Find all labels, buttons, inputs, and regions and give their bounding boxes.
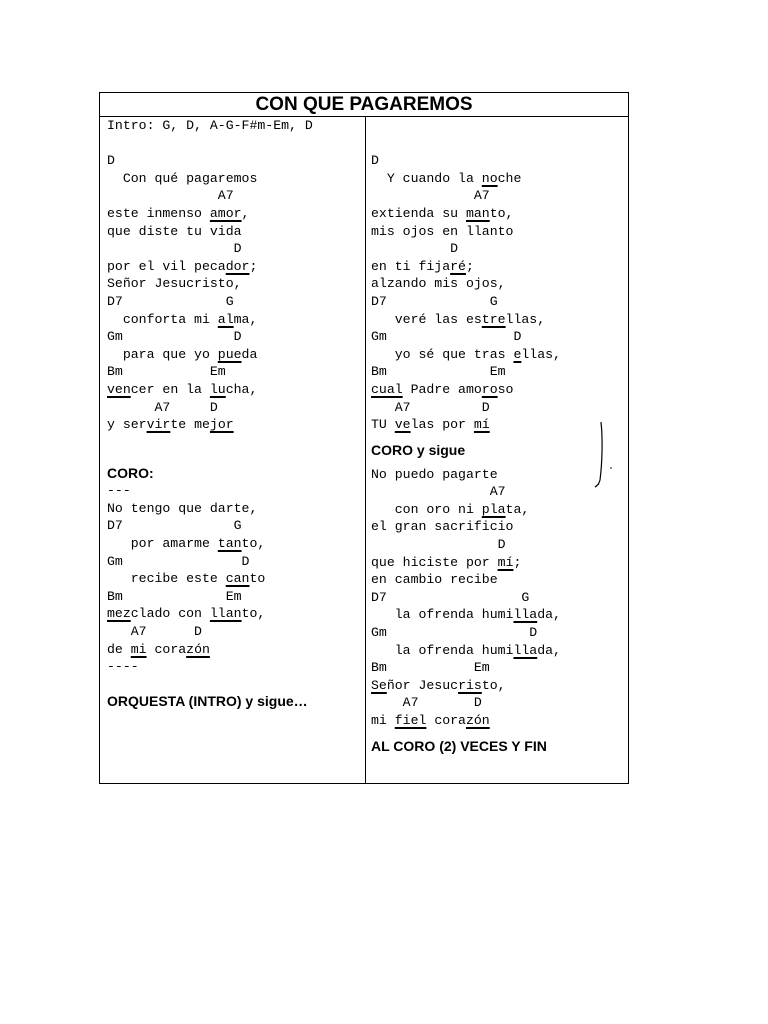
lyric-line — [371, 170, 626, 188]
section-heading: CORO: — [107, 465, 154, 482]
lyric-segment: A7 — [371, 188, 490, 204]
section-heading: AL CORO (2) VECES Y FIN — [371, 737, 547, 754]
lyric-line — [107, 152, 362, 170]
lyric-line — [107, 223, 362, 241]
lyric-segment: la ofrenda humi — [371, 607, 514, 623]
lyric-line — [107, 500, 362, 518]
lyric-segment: mi — [371, 713, 395, 728]
lyric-segment: A7 — [371, 484, 506, 500]
lyric-segment: to — [249, 571, 266, 587]
lyric-segment: para que yo — [107, 346, 218, 362]
blank-line — [107, 434, 362, 452]
lyric-segment: Bm Em — [107, 364, 226, 380]
lyric-line — [371, 275, 626, 293]
lyric-segment: y ser — [107, 417, 147, 433]
lyric-line — [371, 311, 626, 329]
lyric-segment: ; — [513, 554, 522, 570]
lyric-segment: da, — [537, 642, 561, 658]
lyric-segment: ta, — [505, 501, 530, 517]
song-title: CON QUE PAGAREMOS — [100, 93, 628, 117]
lyric-segment: cora — [146, 641, 187, 657]
lyric-line — [371, 554, 626, 572]
lyric-segment: so — [497, 381, 514, 397]
lyric-segment: D7 G — [107, 518, 242, 534]
lyric-line — [371, 518, 626, 536]
lyric-segment: da — [241, 346, 258, 362]
lyric-segment: ma, — [233, 311, 258, 327]
lyric-segment: da, — [537, 607, 561, 623]
lyric-line — [371, 466, 626, 484]
stressed-syllable: ro — [481, 381, 498, 397]
lyric-line — [371, 381, 626, 399]
lyric-segment: ñor Jesuc — [386, 677, 459, 693]
lyric-segment: to, — [241, 536, 266, 552]
lyric-segment: che — [497, 170, 522, 186]
stressed-syllable: pue — [217, 346, 242, 362]
stressed-syllable: cual — [371, 381, 403, 397]
spacer — [371, 434, 626, 442]
lyric-line — [371, 642, 626, 660]
lyric-segment: ---- — [107, 659, 139, 675]
lyric-line — [107, 187, 362, 205]
stressed-syllable: jor — [209, 417, 234, 433]
blank-line — [107, 135, 362, 153]
lyric-segment: D7 G — [371, 293, 498, 309]
stressed-syllable: man — [465, 205, 490, 221]
stressed-syllable: lla — [513, 607, 538, 623]
stressed-syllable: no — [481, 170, 498, 186]
lyric-line — [371, 659, 626, 677]
lyric-line — [107, 416, 362, 434]
stressed-syllable: fiel — [394, 713, 427, 728]
lyric-line — [371, 152, 626, 170]
lyric-line — [107, 170, 362, 188]
stressed-syllable: vir — [146, 417, 171, 433]
lyric-segment: llas, — [505, 311, 546, 327]
lyric-segment: D — [371, 537, 506, 553]
lyric-segment: Padre amo — [402, 381, 482, 397]
section-heading: ORQUESTA (INTRO) y sigue… — [107, 693, 308, 710]
lyric-segment: Gm D — [371, 625, 538, 641]
lyric-segment: D7 G — [371, 589, 530, 605]
stressed-syllable: ven — [107, 381, 131, 397]
lyric-segment: No tengo que darte, — [107, 500, 258, 516]
stressed-syllable: tan — [217, 536, 242, 552]
lyric-line — [107, 293, 362, 311]
lyric-segment: con oro ni — [371, 501, 482, 517]
stressed-syllable: zón — [465, 713, 490, 728]
stressed-syllable: can — [225, 571, 250, 587]
stressed-syllable: mi — [130, 641, 147, 657]
lyric-segment: cer en la — [130, 381, 210, 397]
lyric-segment: extienda su — [371, 205, 466, 221]
lyric-line — [107, 258, 362, 276]
lyric-line — [371, 536, 626, 554]
stressed-syllable: lu — [209, 381, 226, 397]
blank-line — [107, 676, 362, 694]
right-column — [371, 117, 626, 754]
lyric-segment: veré las es — [371, 311, 482, 327]
lyric-segment: Con qué pagaremos — [107, 170, 258, 186]
lyric-segment: Señor Jesucristo, — [107, 276, 242, 292]
lyric-line — [371, 240, 626, 258]
lyric-segment: por amarme — [107, 536, 218, 552]
stressed-syllable: tre — [481, 311, 506, 327]
lyric-segment: D — [371, 241, 459, 257]
stressed-syllable: amor — [209, 205, 242, 221]
spacer — [107, 451, 362, 461]
lyric-segment: este inmenso — [107, 205, 210, 221]
stressed-syllable: lla — [513, 642, 538, 658]
lyric-line — [107, 275, 362, 293]
lyric-line — [107, 553, 362, 571]
lyric-line — [371, 363, 626, 381]
lyric-segment: el gran sacrificio — [371, 519, 514, 535]
lyric-segment: --- — [107, 483, 131, 499]
lyric-segment: la ofrenda humi — [371, 642, 514, 658]
song-sheet — [99, 92, 629, 784]
lyric-segment: Y cuando la — [371, 170, 482, 186]
lyric-segment: Intro: G, D, A-G-F#m-Em, D — [107, 118, 313, 133]
lyric-line — [107, 240, 362, 258]
lyric-segment: D7 G — [107, 293, 234, 309]
lyric-line — [107, 117, 362, 135]
lyric-segment: A7 D — [107, 624, 202, 640]
bracket-mark-icon — [592, 420, 614, 490]
lyric-segment: to, — [481, 677, 506, 693]
lyric-line — [371, 416, 626, 434]
lyric-line — [371, 258, 626, 276]
lyric-line — [371, 346, 626, 364]
lyric-segment: Bm Em — [107, 588, 242, 604]
lyric-segment: Gm D — [371, 329, 522, 345]
lyric-segment: llas, — [521, 346, 561, 362]
stressed-syllable: mí — [473, 417, 490, 433]
lyric-line — [107, 623, 362, 641]
lyric-line — [107, 381, 362, 399]
section-heading: CORO y sigue — [371, 441, 466, 458]
lyric-line — [371, 571, 626, 589]
lyric-line — [107, 605, 362, 623]
lyric-line — [371, 205, 626, 223]
lyric-line — [371, 712, 626, 730]
lyric-segment: clado con — [130, 606, 210, 622]
stressed-syllable: dor — [225, 258, 250, 274]
lyric-line — [371, 399, 626, 417]
blank-line — [371, 135, 626, 153]
lyric-segment: en cambio recibe — [371, 572, 498, 588]
lyric-segment: en ti fija — [371, 258, 451, 274]
lyric-segment: Bm Em — [371, 364, 506, 380]
lyric-segment: conforta mi — [107, 311, 218, 327]
lyric-line — [371, 293, 626, 311]
left-column — [107, 117, 362, 709]
lyric-segment: A7 D — [107, 399, 218, 415]
lyric-segment: , — [241, 205, 250, 221]
lyric-line — [107, 535, 362, 553]
lyric-line — [107, 588, 362, 606]
lyric-line — [107, 641, 362, 659]
lyric-segment: recibe este — [107, 571, 226, 587]
lyric-segment: ; — [249, 258, 258, 274]
stressed-syllable: ré — [450, 258, 466, 274]
lyric-line — [107, 311, 362, 329]
lyric-segment: que diste tu vida — [107, 223, 242, 239]
lyric-line — [371, 606, 626, 624]
lyric-line — [371, 624, 626, 642]
lyric-segment: D — [107, 153, 115, 169]
lyric-line — [371, 223, 626, 241]
stressed-syllable: mez — [107, 606, 131, 622]
lyric-segment: to, — [489, 205, 514, 221]
lyric-line — [107, 482, 362, 500]
spacer — [371, 458, 626, 466]
lyric-line — [371, 328, 626, 346]
lyric-segment: que hiciste por — [371, 554, 498, 570]
lyric-line — [107, 517, 362, 535]
lyric-line — [107, 346, 362, 364]
lyric-line — [107, 363, 362, 381]
lyric-line — [371, 501, 626, 519]
lyric-line — [107, 658, 362, 676]
stressed-syllable: Se — [371, 677, 387, 693]
lyric-segment: TU — [371, 417, 395, 433]
lyric-segment: alzando mis ojos, — [371, 276, 506, 292]
lyric-segment: las por — [410, 417, 474, 433]
lyric-line — [107, 205, 362, 223]
lyric-segment: por el vil peca — [107, 258, 226, 274]
stressed-syllable: ve — [394, 417, 411, 433]
lyric-segment: Gm D — [107, 553, 250, 569]
stressed-syllable: llan — [209, 606, 242, 622]
lyric-segment: to, — [241, 606, 266, 622]
lyric-segment: A7 — [107, 188, 234, 204]
lyric-segment: A7 D — [371, 399, 490, 415]
lyric-segment: Bm Em — [371, 660, 490, 676]
stressed-syllable: e — [513, 346, 522, 362]
stressed-syllable: zón — [186, 641, 210, 657]
lyric-segment: D — [107, 241, 242, 257]
lyric-segment: yo sé que tras — [371, 346, 514, 362]
lyric-segment: de — [107, 641, 131, 657]
lyric-line — [107, 570, 362, 588]
lyric-segment: Gm D — [107, 329, 242, 345]
lyric-segment: cora — [426, 713, 466, 728]
lyric-segment: te me — [170, 417, 210, 433]
lyric-line — [371, 483, 626, 501]
lyric-segment: No puedo pagarte — [371, 466, 498, 482]
lyric-line — [371, 187, 626, 205]
column-divider — [365, 117, 366, 783]
lyric-line — [107, 328, 362, 346]
stressed-syllable: ris — [458, 677, 482, 693]
stressed-syllable: pla — [481, 501, 506, 517]
lyric-segment: mis ojos en llanto — [371, 223, 514, 239]
lyric-line — [371, 589, 626, 607]
stressed-syllable: mí — [497, 554, 514, 570]
lyric-segment: A7 D — [371, 695, 482, 711]
lyric-line — [371, 694, 626, 712]
lyric-segment: cha, — [225, 381, 258, 397]
stressed-syllable: al — [217, 311, 234, 327]
lyric-segment: ; — [465, 258, 474, 274]
blank-line — [371, 117, 626, 135]
spacer — [371, 730, 626, 738]
lyric-segment: D — [371, 153, 379, 169]
lyric-line — [371, 677, 626, 695]
lyric-line — [107, 399, 362, 417]
